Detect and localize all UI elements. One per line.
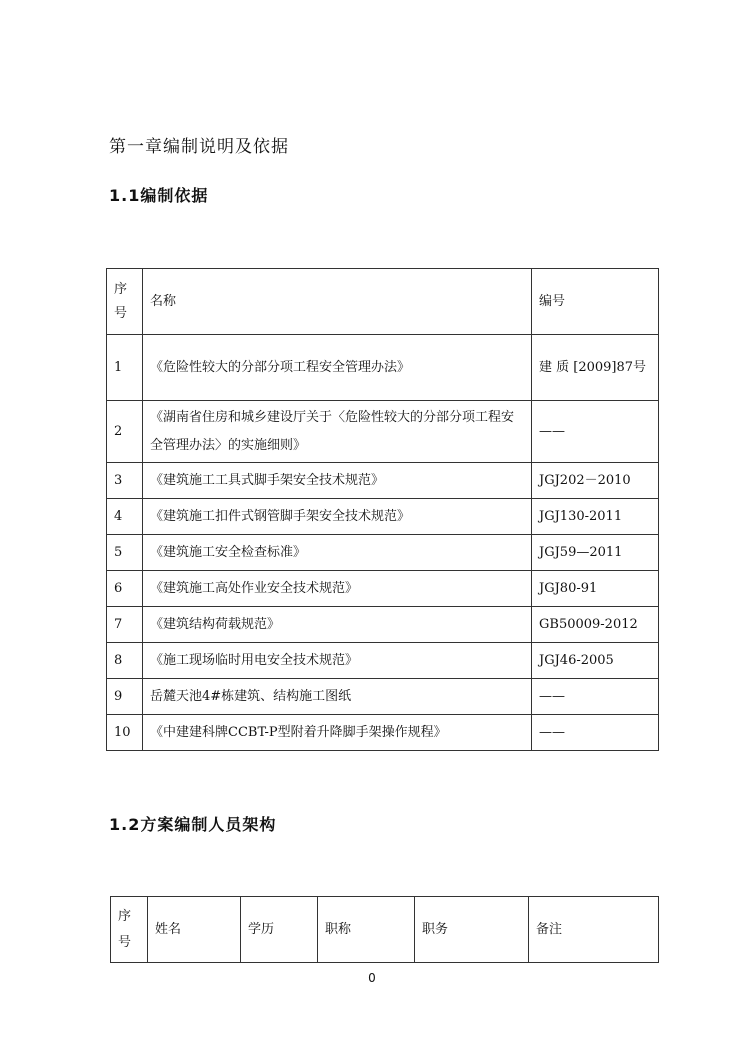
- row-name: 《建筑结构荷载规范》: [143, 607, 532, 643]
- staff-table-header-row: [111, 897, 659, 963]
- row-code: JGJ130-2011: [532, 499, 659, 535]
- table-row: [107, 715, 659, 751]
- row-name: 《建筑施工工具式脚手架安全技术规范》: [143, 463, 532, 499]
- row-code: JGJ59—2011: [532, 535, 659, 571]
- table-row: [107, 335, 659, 401]
- table-row: [107, 679, 659, 715]
- staff-header-no: 序号: [111, 897, 148, 963]
- row-name: 岳麓天池4#栋建筑、结构施工图纸: [143, 679, 532, 715]
- table-row: [107, 499, 659, 535]
- section-title-basis: 1.1编制依据: [109, 186, 209, 205]
- staff-header-name: 姓名: [148, 897, 241, 963]
- row-no: 1: [107, 335, 143, 401]
- row-no: 6: [107, 571, 143, 607]
- reference-table-body: [107, 269, 659, 751]
- row-code: ——: [532, 401, 659, 463]
- row-name: 《建筑施工扣件式钢管脚手架安全技术规范》: [143, 499, 532, 535]
- row-no: 10: [107, 715, 143, 751]
- staff-header-remarks: 备注: [529, 897, 659, 963]
- row-code: ——: [532, 715, 659, 751]
- row-no: 9: [107, 679, 143, 715]
- staff-header-education: 学历: [241, 897, 318, 963]
- staff-header-position: 职务: [415, 897, 529, 963]
- table-row: [107, 643, 659, 679]
- table-row: [107, 607, 659, 643]
- row-code: 建 质 [2009]87号: [532, 335, 659, 401]
- row-no: 4: [107, 499, 143, 535]
- row-no: 3: [107, 463, 143, 499]
- row-no: 5: [107, 535, 143, 571]
- table-row: [107, 535, 659, 571]
- row-name: 《中建建科牌CCBT-P型附着升降脚手架操作规程》: [143, 715, 532, 751]
- page-number: 0: [368, 971, 376, 985]
- header-name: 名称: [143, 269, 532, 335]
- row-code: GB50009-2012: [532, 607, 659, 643]
- row-no: 8: [107, 643, 143, 679]
- reference-table-header-row: [107, 269, 659, 335]
- header-no: 序号: [107, 269, 143, 335]
- row-name: 《建筑施工高处作业安全技术规范》: [143, 571, 532, 607]
- table-row: [107, 571, 659, 607]
- row-code: ——: [532, 679, 659, 715]
- row-name: 《施工现场临时用电安全技术规范》: [143, 643, 532, 679]
- row-code: JGJ80-91: [532, 571, 659, 607]
- row-name: 《危险性较大的分部分项工程安全管理办法》: [143, 335, 532, 401]
- row-name: 《建筑施工安全检查标准》: [143, 535, 532, 571]
- table-row: [107, 401, 659, 463]
- table-row: [107, 463, 659, 499]
- staff-table: [110, 896, 659, 963]
- reference-table: [106, 268, 659, 751]
- row-no: 2: [107, 401, 143, 463]
- row-no: 7: [107, 607, 143, 643]
- chapter-title: 第一章编制说明及依据: [109, 137, 289, 157]
- section-title-staff: 1.2方案编制人员架构: [109, 815, 277, 834]
- row-code: JGJ202－2010: [532, 463, 659, 499]
- row-code: JGJ46-2005: [532, 643, 659, 679]
- row-name: 《湖南省住房和城乡建设厅关于〈危险性较大的分部分项工程安全管理办法〉的实施细则》: [143, 401, 532, 463]
- staff-header-title: 职称: [318, 897, 415, 963]
- header-code: 编号: [532, 269, 659, 335]
